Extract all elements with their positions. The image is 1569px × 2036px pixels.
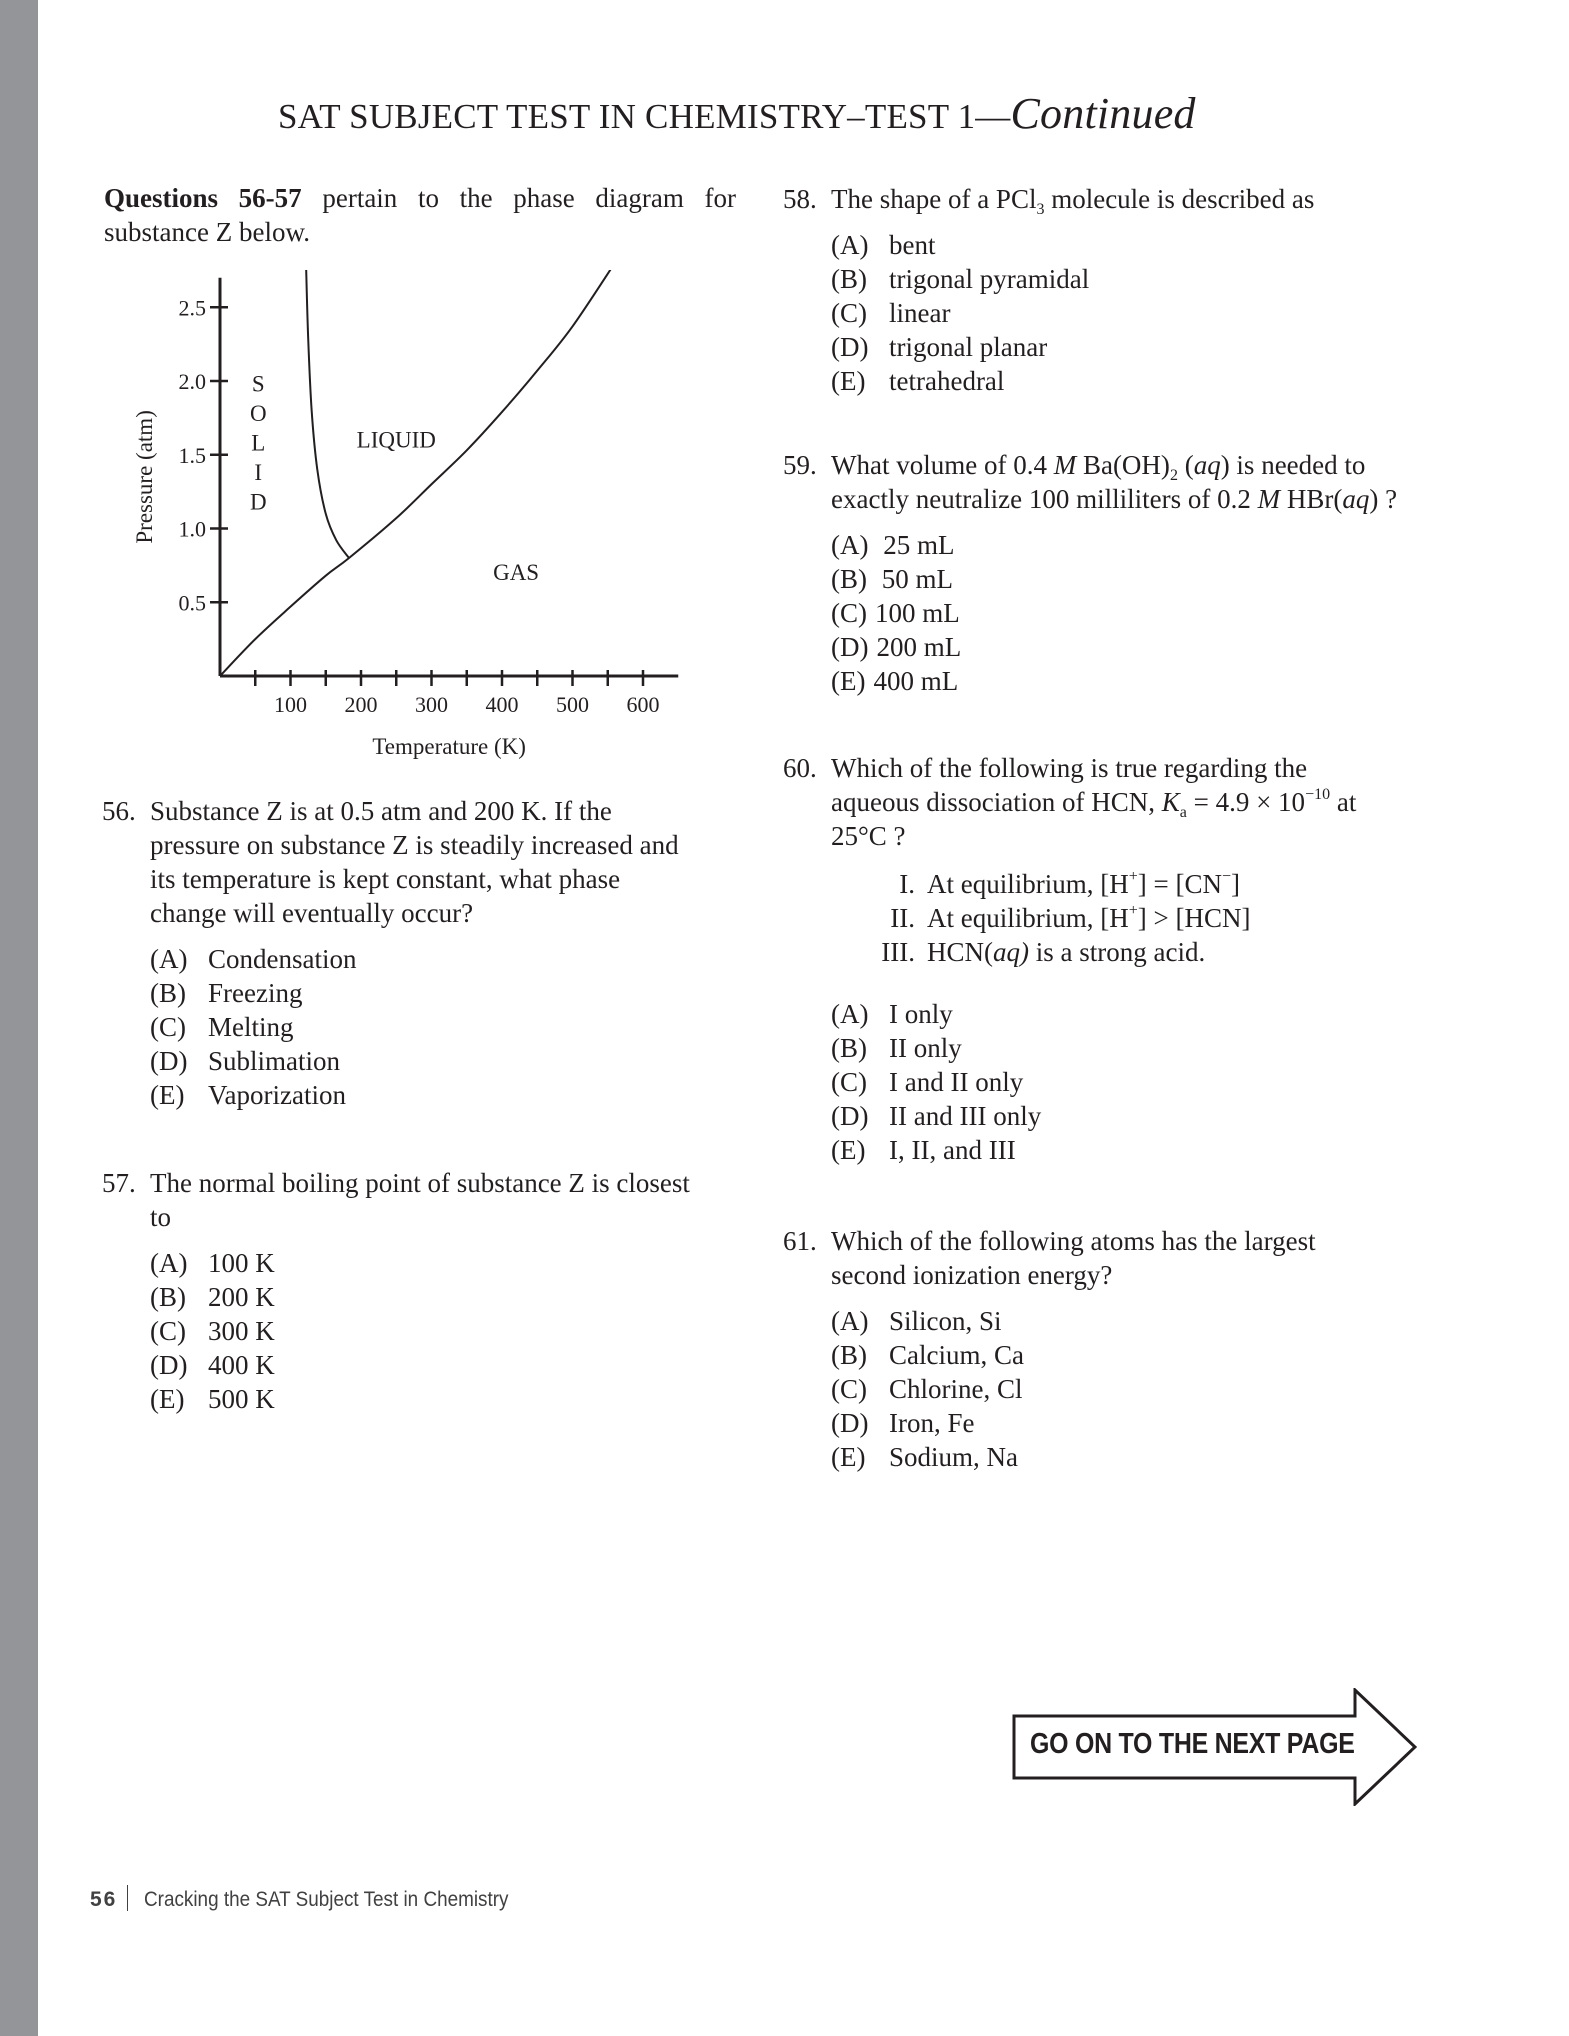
option-label: (E): [831, 366, 866, 396]
y-tick-label: 1.0: [178, 516, 206, 542]
option-label: (D): [831, 332, 869, 362]
page-number: 56: [90, 1888, 118, 1911]
stem-text: molecule is described as: [1044, 184, 1315, 214]
option-text: Condensation: [208, 944, 357, 974]
question-number: 59.: [783, 450, 817, 480]
y-tick-label: 0.5: [178, 590, 206, 616]
option-label: (D): [831, 632, 869, 662]
answer-option: [831, 364, 1423, 398]
page-title: [278, 88, 1196, 139]
answer-option: [150, 1348, 702, 1382]
y-tick-label: 2.5: [178, 295, 206, 321]
stem-text: What volume of 0.4: [831, 450, 1054, 480]
region-label-solid-letter: O: [249, 400, 267, 426]
answer-options: [102, 1246, 702, 1416]
answer-option: [150, 1382, 702, 1416]
answer-options: [783, 228, 1423, 398]
y-tick-label: 1.5: [178, 442, 206, 468]
option-text: Calcium, Ca: [889, 1340, 1024, 1370]
question-number: 61.: [783, 1226, 817, 1256]
option-text: II only: [889, 1033, 962, 1063]
superscript: +: [1128, 868, 1138, 885]
option-text: tetrahedral: [889, 366, 1005, 396]
question-57: [102, 1166, 702, 1416]
option-text: Vaporization: [208, 1080, 346, 1110]
option-text: trigonal pyramidal: [889, 264, 1090, 294]
region-label-solid-letter: L: [251, 430, 266, 456]
superscript: −: [1221, 868, 1232, 885]
option-text: 200 mL: [876, 632, 962, 662]
stem-text: Ba(OH): [1076, 450, 1170, 480]
option-label: (E): [150, 1384, 185, 1414]
chart-labels: [132, 295, 660, 759]
option-label: (D): [831, 1101, 869, 1131]
question-56: [102, 794, 702, 1112]
region-label-solid-letter: S: [251, 371, 265, 397]
option-label: (C): [150, 1012, 186, 1042]
roman-numeral: III.: [881, 937, 915, 967]
region-label-gas: GAS: [493, 560, 540, 586]
subscript: a: [1179, 804, 1187, 821]
answer-option: [831, 1031, 1383, 1065]
superscript: +: [1128, 902, 1138, 919]
answer-option: [831, 528, 1443, 562]
answer-option: [831, 1338, 1383, 1372]
answer-option: [150, 1078, 702, 1112]
option-text: 500 K: [208, 1384, 275, 1414]
answer-option: [150, 942, 702, 976]
option-text: Sodium, Na: [889, 1442, 1019, 1472]
option-text: II and III only: [889, 1101, 1042, 1131]
answer-option: [831, 1372, 1383, 1406]
answer-option: [831, 562, 1443, 596]
region-label-liquid: LIQUID: [356, 427, 436, 453]
page-title-continued: Continued: [1010, 89, 1196, 138]
stem-text: ) is needed to exactly neutralize 100 milliliters of 0.2: [831, 450, 1366, 514]
answer-options: [783, 528, 1443, 698]
superscript: −10: [1305, 786, 1331, 803]
statement-text: ] > [HCN]: [1137, 903, 1251, 933]
footer-divider: [127, 1885, 128, 1911]
option-label: (D): [150, 1350, 188, 1380]
question-stem: Which of the following atoms has the largest second ionization energy?: [831, 1226, 1316, 1290]
option-label: (B): [831, 1033, 867, 1063]
subscript: 2: [1169, 467, 1178, 484]
option-text: trigonal planar: [889, 332, 1048, 362]
questions-intro: [104, 181, 736, 249]
option-text: 100 mL: [875, 598, 960, 628]
answer-option: [831, 296, 1423, 330]
statement-text: HCN(: [927, 937, 993, 967]
stem-text: = 4.9 × 10: [1186, 787, 1306, 817]
question-number: 56.: [102, 796, 136, 826]
option-text: 200 K: [208, 1282, 275, 1312]
answer-option: [831, 1406, 1383, 1440]
statement-text: At equilibrium, [H: [927, 869, 1129, 899]
x-tick-label: 400: [485, 692, 519, 717]
stem-italic: aq: [1193, 450, 1221, 480]
option-text: linear: [889, 298, 951, 328]
x-tick-label: 500: [556, 692, 589, 717]
x-tick-label: 200: [344, 692, 378, 717]
roman-statements: [783, 867, 1383, 969]
question-59: [783, 448, 1443, 698]
option-text: I only: [889, 999, 953, 1029]
option-text: 50 mL: [875, 564, 953, 594]
statement-iii: [831, 935, 1383, 969]
stem-italic: K: [1161, 787, 1180, 817]
option-label: (E): [831, 1135, 866, 1165]
statement-i: [831, 867, 1383, 901]
answer-option: [831, 1304, 1383, 1338]
option-text: Sublimation: [208, 1046, 341, 1076]
option-label: (E): [831, 1442, 866, 1472]
statement-text: ]: [1231, 869, 1241, 899]
answer-option: [831, 262, 1423, 296]
option-label: (B): [831, 264, 867, 294]
answer-option: [831, 664, 1443, 698]
region-label-solid-letter: I: [254, 459, 263, 485]
question-number: 60.: [783, 753, 817, 783]
option-text: 400 mL: [873, 666, 959, 696]
vapor-pressure-curve: [220, 270, 615, 676]
page-title-main: SAT SUBJECT TEST IN CHEMISTRY–TEST 1: [278, 97, 976, 136]
option-label: (A): [831, 530, 869, 560]
answer-option: [150, 1280, 702, 1314]
x-tick-label: 100: [274, 692, 307, 717]
option-text: I, II, and III: [889, 1135, 1016, 1165]
option-label: (B): [150, 978, 186, 1008]
option-label: (D): [831, 1408, 869, 1438]
answer-option: [150, 1246, 702, 1280]
option-label: (C): [831, 298, 867, 328]
question-stem: Substance Z is at 0.5 atm and 200 K. If the pressure on substance Z is steadily increased and its temperature is kept constant, what phase change will eventually occur?: [150, 796, 679, 928]
question-number: 57.: [102, 1168, 136, 1198]
answer-options: [102, 942, 702, 1112]
option-text: Silicon, Si: [889, 1306, 1002, 1336]
option-text: 100 K: [208, 1248, 275, 1278]
intro-text: pertain to the phase diagram for substance Z below.: [104, 183, 736, 247]
option-text: 300 K: [208, 1316, 275, 1346]
option-label: (B): [831, 1340, 867, 1370]
page-title-dash: —: [975, 97, 1011, 136]
answer-option: [831, 330, 1423, 364]
answer-option: [150, 1010, 702, 1044]
stem-italic: M: [1053, 450, 1077, 480]
stem-text: at 25°C ?: [831, 787, 1357, 851]
option-label: (C): [831, 1067, 867, 1097]
stem-italic: M: [1257, 484, 1281, 514]
stem-text: Which of the following is true regarding the aqueous dissociation of HCN,: [831, 753, 1308, 817]
y-tick-label: 2.0: [178, 369, 206, 394]
option-label: (A): [831, 230, 869, 260]
answer-options: [783, 1304, 1383, 1474]
stem-text: ) ?: [1369, 484, 1398, 514]
option-text: 25 mL: [876, 530, 955, 560]
stem-text: The shape of a PCl: [831, 184, 1037, 214]
option-label: (B): [831, 564, 867, 594]
option-label: (A): [150, 944, 188, 974]
subscript: 3: [1036, 201, 1045, 218]
option-label: (D): [150, 1046, 188, 1076]
intro-bold: Questions 56-57: [104, 183, 302, 213]
book-title: Cracking the SAT Subject Test in Chemistry: [144, 1888, 509, 1911]
chart-axes: [210, 278, 678, 686]
region-label-solid-letter: D: [249, 489, 267, 515]
statement-ii: [831, 901, 1383, 935]
page-edge-bar: [0, 0, 38, 2036]
x-axis-title: Temperature (K): [372, 734, 526, 759]
answer-option: [150, 1044, 702, 1078]
question-stem: The normal boiling point of substance Z is closest to: [150, 1168, 690, 1232]
option-label: (E): [831, 666, 866, 696]
roman-numeral: I.: [899, 869, 915, 899]
question-stem: [831, 450, 1397, 514]
answer-option: [831, 596, 1443, 630]
answer-option: [831, 1440, 1383, 1474]
option-text: Freezing: [208, 978, 303, 1008]
stem-text: (: [1177, 450, 1194, 480]
statement-italic: aq): [993, 937, 1029, 967]
question-60: [783, 751, 1383, 1167]
statement-text: ] = [CN: [1137, 869, 1222, 899]
answer-option: [831, 1065, 1383, 1099]
question-58: [783, 182, 1423, 398]
answer-options: [783, 997, 1383, 1167]
answer-option: [831, 997, 1383, 1031]
option-text: Chlorine, Cl: [889, 1374, 1023, 1404]
x-tick-label: 300: [415, 692, 448, 717]
answer-option: [831, 630, 1443, 664]
statement-text: is a strong acid.: [1029, 937, 1206, 967]
question-stem: [831, 753, 1356, 851]
statement-text: At equilibrium, [H: [927, 903, 1129, 933]
option-label: (B): [150, 1282, 186, 1312]
option-label: (C): [831, 1374, 867, 1404]
option-label: (A): [831, 1306, 869, 1336]
answer-option: [150, 976, 702, 1010]
question-61: [783, 1224, 1383, 1474]
answer-option: [831, 1099, 1383, 1133]
option-label: (C): [150, 1316, 186, 1346]
option-text: 400 K: [208, 1350, 275, 1380]
stem-text: HBr(: [1280, 484, 1343, 514]
option-text: bent: [889, 230, 936, 260]
y-axis-title: Pressure (atm): [132, 410, 157, 544]
chart-curves: [220, 270, 615, 676]
stem-italic: aq: [1342, 484, 1370, 514]
answer-option: [150, 1314, 702, 1348]
page-footer: [90, 1885, 549, 1912]
melting-curve: [306, 270, 349, 558]
option-label: (C): [831, 598, 867, 628]
option-text: Iron, Fe: [889, 1408, 975, 1438]
next-page-label: GO ON TO THE NEXT PAGE: [1030, 1728, 1355, 1760]
x-tick-label: 600: [626, 692, 660, 717]
question-number: 58.: [783, 184, 817, 214]
answer-option: [831, 1133, 1383, 1167]
option-text: I and II only: [889, 1067, 1024, 1097]
option-label: (E): [150, 1080, 185, 1110]
phase-diagram: [130, 270, 710, 770]
answer-option: [831, 228, 1423, 262]
option-label: (A): [150, 1248, 188, 1278]
option-text: Melting: [208, 1012, 294, 1042]
question-stem: [831, 184, 1315, 218]
roman-numeral: II.: [890, 903, 915, 933]
option-label: (A): [831, 999, 869, 1029]
